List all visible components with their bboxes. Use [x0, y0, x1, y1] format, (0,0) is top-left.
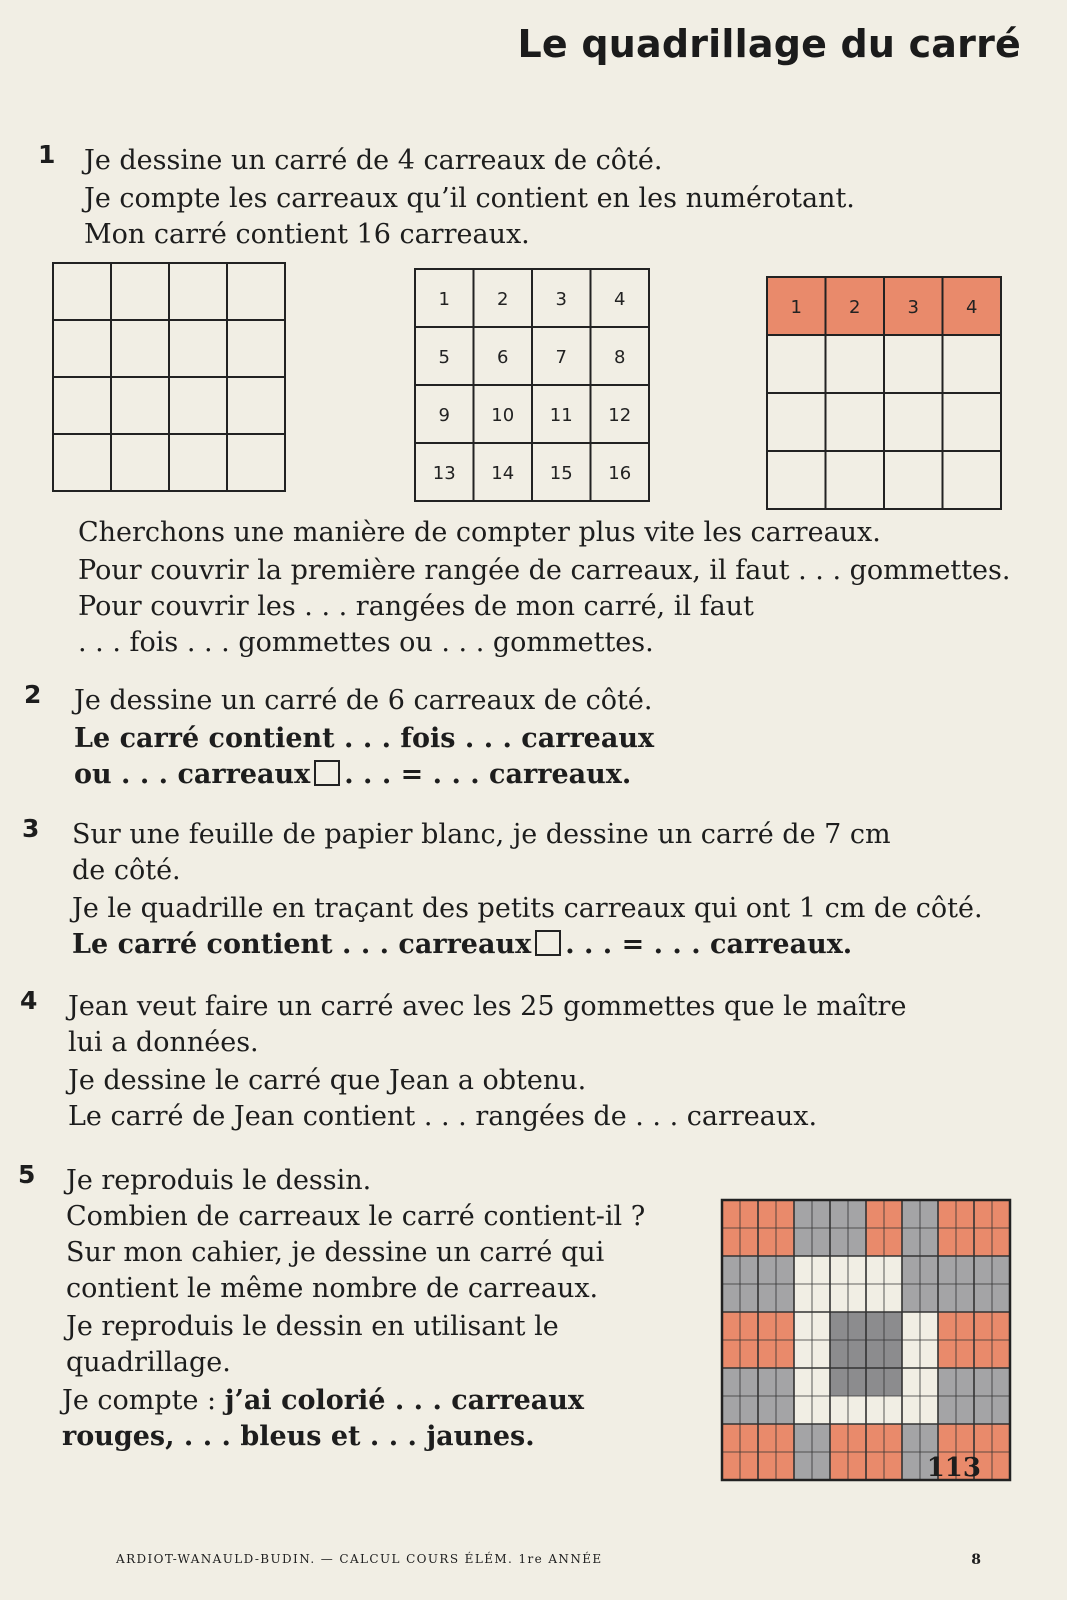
operator-box — [535, 930, 561, 956]
pattern-cell — [722, 1452, 740, 1480]
pattern-cell — [776, 1256, 794, 1284]
ex1-line-1: Je dessine un carré de 4 carreaux de côté. — [84, 145, 663, 176]
ex5-line-5: Je reproduis le dessin en utilisant le — [66, 1311, 559, 1342]
pattern-cell — [884, 1368, 902, 1396]
pattern-cell — [740, 1284, 758, 1312]
pattern-cell — [758, 1396, 776, 1424]
pattern-cell — [902, 1256, 920, 1284]
pattern-cell — [902, 1340, 920, 1368]
pattern-cell — [848, 1312, 866, 1340]
pattern-cell — [740, 1312, 758, 1340]
pattern-cell — [884, 1452, 902, 1480]
ex5-line-4: contient le même nombre de carreaux. — [66, 1273, 599, 1304]
pattern-cell — [974, 1284, 992, 1312]
cell-number: 10 — [491, 405, 515, 426]
ex3-line-4b: . . . = . . . carreaux. — [565, 929, 853, 960]
pattern-cell — [866, 1340, 884, 1368]
ex5-line-6: quadrillage. — [66, 1347, 231, 1378]
cell-number: 3 — [555, 289, 567, 310]
pattern-cell — [776, 1424, 794, 1452]
ex3-line-3: Je le quadrille en traçant des petits carreaux qui ont 1 cm de côté. — [72, 893, 983, 924]
pattern-cell — [974, 1256, 992, 1284]
pattern-cell — [974, 1228, 992, 1256]
pattern-cell — [956, 1396, 974, 1424]
pattern-cell — [938, 1312, 956, 1340]
ex3-line-4a: Le carré contient . . . carreaux — [72, 929, 532, 960]
pattern-cell — [866, 1200, 884, 1228]
pattern-cell — [794, 1340, 812, 1368]
cell-number: 8 — [614, 347, 626, 368]
pattern-cell — [830, 1256, 848, 1284]
pattern-cell — [902, 1312, 920, 1340]
pattern-cell — [902, 1284, 920, 1312]
ex5-line-7 — [62, 1384, 584, 1418]
cell-number: 13 — [432, 463, 456, 484]
pattern-cell — [884, 1200, 902, 1228]
numbered-grid — [414, 268, 652, 504]
pattern-cell — [866, 1452, 884, 1480]
pattern-cell — [776, 1368, 794, 1396]
pattern-cell — [830, 1368, 848, 1396]
pattern-cell — [740, 1228, 758, 1256]
cell-number: 11 — [549, 405, 573, 426]
pattern-cell — [794, 1396, 812, 1424]
cell-number: 4 — [614, 289, 626, 310]
pattern-cell — [812, 1256, 830, 1284]
pattern-cell — [938, 1200, 956, 1228]
cell-number: 2 — [849, 297, 861, 318]
pattern-cell — [974, 1340, 992, 1368]
pattern-cell — [794, 1424, 812, 1452]
ex4-line-3: Je dessine le carré que Jean a obtenu. — [68, 1065, 587, 1096]
pattern-cell — [866, 1256, 884, 1284]
pattern-cell — [848, 1368, 866, 1396]
cell-number: 4 — [966, 297, 978, 318]
empty-grid — [52, 262, 288, 494]
pattern-cell — [938, 1228, 956, 1256]
pattern-cell — [866, 1424, 884, 1452]
pattern-cell — [866, 1284, 884, 1312]
pattern-cell — [884, 1284, 902, 1312]
pattern-cell — [830, 1284, 848, 1312]
pattern-cell — [758, 1256, 776, 1284]
pattern-cell — [776, 1284, 794, 1312]
pattern-cell — [830, 1228, 848, 1256]
cell-number: 1 — [790, 297, 802, 318]
pattern-cell — [938, 1256, 956, 1284]
ex4-line-1: Jean veut faire un carré avec les 25 gommettes que le maître — [68, 991, 907, 1022]
pattern-cell — [848, 1228, 866, 1256]
ex5-line-3: Sur mon cahier, je dessine un carré qui — [66, 1237, 605, 1268]
pattern-cell — [794, 1284, 812, 1312]
exercise-number: 4 — [20, 986, 38, 1015]
pattern-cell — [812, 1424, 830, 1452]
pattern-cell — [956, 1256, 974, 1284]
pattern-cell — [992, 1256, 1010, 1284]
ex1-line-7: . . . fois . . . gommettes ou . . . gommettes. — [78, 627, 654, 658]
cell-number: 3 — [907, 297, 919, 318]
pattern-cell — [920, 1284, 938, 1312]
exercise-number: 1 — [38, 140, 56, 169]
pattern-cell — [722, 1424, 740, 1452]
cell-number: 16 — [608, 463, 632, 484]
pattern-cell — [920, 1200, 938, 1228]
page-number: 113 — [926, 1453, 981, 1483]
exercise-number: 3 — [22, 814, 40, 843]
pattern-cell — [920, 1340, 938, 1368]
pattern-cell — [758, 1368, 776, 1396]
pattern-cell — [722, 1340, 740, 1368]
pattern-cell — [776, 1396, 794, 1424]
pattern-cell — [902, 1368, 920, 1396]
pattern-cell — [812, 1452, 830, 1480]
pattern-cell — [902, 1452, 920, 1480]
pattern-cell — [956, 1200, 974, 1228]
pattern-cell — [992, 1452, 1010, 1480]
pattern-cell — [848, 1396, 866, 1424]
pattern-cell — [956, 1368, 974, 1396]
pattern-cell — [776, 1340, 794, 1368]
pattern-cell — [740, 1256, 758, 1284]
ex5-line-1: Je reproduis le dessin. — [66, 1165, 372, 1196]
pattern-cell — [758, 1284, 776, 1312]
pattern-cell — [938, 1284, 956, 1312]
pattern-cell — [956, 1424, 974, 1452]
pattern-cell — [740, 1452, 758, 1480]
pattern-cell — [902, 1424, 920, 1452]
pattern-cell — [830, 1340, 848, 1368]
ex1-line-5: Pour couvrir la première rangée de carreaux, il faut . . . gommettes. — [78, 555, 1011, 586]
ex2-line-3 — [74, 758, 631, 792]
pattern-cell — [830, 1312, 848, 1340]
pattern-cell — [848, 1256, 866, 1284]
pattern-cell — [758, 1228, 776, 1256]
pattern-cell — [794, 1452, 812, 1480]
ex5-line-2: Combien de carreaux le carré contient-il ? — [66, 1201, 646, 1232]
cell-number: 12 — [608, 405, 632, 426]
pattern-cell — [848, 1452, 866, 1480]
pattern-cell — [812, 1312, 830, 1340]
pattern-cell — [902, 1200, 920, 1228]
pattern-cell — [740, 1396, 758, 1424]
pattern-cell — [722, 1200, 740, 1228]
pattern-cell — [920, 1396, 938, 1424]
pattern-cell — [740, 1200, 758, 1228]
pattern-cell — [992, 1200, 1010, 1228]
pattern-cell — [992, 1284, 1010, 1312]
pattern-cell — [866, 1368, 884, 1396]
pattern-cell — [812, 1200, 830, 1228]
ex2-line-1: Je dessine un carré de 6 carreaux de côté. — [74, 685, 653, 716]
pattern-cell — [776, 1200, 794, 1228]
pattern-cell — [812, 1228, 830, 1256]
pattern-cell — [794, 1256, 812, 1284]
pattern-cell — [830, 1200, 848, 1228]
pattern-cell — [974, 1312, 992, 1340]
ex2-line-2: Le carré contient . . . fois . . . carreaux — [74, 723, 655, 754]
pattern-cell — [848, 1200, 866, 1228]
ex5-line-7b: j’ai colorié . . . carreaux — [224, 1385, 585, 1416]
pattern-cell — [758, 1452, 776, 1480]
exercise-number: 5 — [18, 1160, 36, 1189]
pattern-cell — [992, 1340, 1010, 1368]
pattern-cell — [758, 1424, 776, 1452]
pattern-cell — [992, 1312, 1010, 1340]
ex5-line-8: rouges, . . . bleus et . . . jaunes. — [62, 1421, 535, 1452]
ex4-line-4: Le carré de Jean contient . . . rangées de . . . carreaux. — [68, 1101, 818, 1132]
pattern-cell — [884, 1340, 902, 1368]
page-title: Le quadrillage du carré — [517, 22, 1021, 66]
pattern-cell — [920, 1368, 938, 1396]
pattern-cell — [830, 1424, 848, 1452]
pattern-cell — [884, 1256, 902, 1284]
pattern-cell — [848, 1424, 866, 1452]
pattern-cell — [938, 1368, 956, 1396]
sheet-number: 8 — [971, 1552, 981, 1568]
ex2-line-3a: ou . . . carreaux — [74, 759, 311, 790]
pattern-cell — [902, 1396, 920, 1424]
pattern-cell — [722, 1312, 740, 1340]
operator-box — [314, 760, 340, 786]
pattern-cell — [722, 1228, 740, 1256]
pattern-cell — [866, 1228, 884, 1256]
pattern-cell — [722, 1368, 740, 1396]
ex1-line-3: Mon carré contient 16 carreaux. — [84, 219, 530, 250]
pattern-cell — [776, 1312, 794, 1340]
pattern-cell — [974, 1368, 992, 1396]
pattern-cell — [974, 1424, 992, 1452]
pattern-cell — [848, 1284, 866, 1312]
cell-number: 2 — [497, 289, 509, 310]
pattern-cell — [956, 1228, 974, 1256]
pattern-cell — [920, 1312, 938, 1340]
cell-number: 5 — [438, 347, 450, 368]
pattern-cell — [992, 1368, 1010, 1396]
ex1-line-4: Cherchons une manière de compter plus vite les carreaux. — [78, 517, 881, 548]
pattern-cell — [884, 1396, 902, 1424]
pattern-cell — [866, 1396, 884, 1424]
cell-number: 9 — [438, 405, 450, 426]
pattern-cell — [740, 1368, 758, 1396]
pattern-cell — [992, 1424, 1010, 1452]
ex3-line-4 — [72, 928, 852, 962]
ex3-line-1: Sur une feuille de papier blanc, je dessine un carré de 7 cm — [72, 819, 891, 850]
pattern-cell — [938, 1424, 956, 1452]
pattern-cell — [974, 1200, 992, 1228]
pattern-cell — [776, 1228, 794, 1256]
cell-number: 6 — [497, 347, 509, 368]
pattern-cell — [722, 1256, 740, 1284]
pattern-cell — [812, 1368, 830, 1396]
pattern-cell — [956, 1340, 974, 1368]
ex5-line-7a: Je compte : — [62, 1385, 217, 1416]
footer-credit: ARDIOT-WANAULD-BUDIN. — CALCUL COURS ÉLÉM. 1re ANNÉE — [116, 1552, 603, 1566]
pattern-cell — [812, 1340, 830, 1368]
pattern-cell — [812, 1396, 830, 1424]
ex4-line-2: lui a données. — [68, 1027, 259, 1058]
pattern-cell — [722, 1396, 740, 1424]
pattern-cell — [992, 1228, 1010, 1256]
pattern-cell — [884, 1424, 902, 1452]
cell-number: 15 — [549, 463, 573, 484]
pattern-cell — [794, 1200, 812, 1228]
pattern-cell — [794, 1312, 812, 1340]
pattern-cell — [830, 1452, 848, 1480]
pattern-cell — [920, 1228, 938, 1256]
cell-number: 1 — [438, 289, 450, 310]
pattern-cell — [722, 1284, 740, 1312]
pattern-cell — [794, 1228, 812, 1256]
ex2-line-3b: . . . = . . . carreaux. — [344, 759, 632, 790]
pattern-cell — [758, 1200, 776, 1228]
pattern-cell — [740, 1340, 758, 1368]
pattern-cell — [974, 1396, 992, 1424]
pattern-cell — [830, 1396, 848, 1424]
pattern-cell — [938, 1340, 956, 1368]
cell-number: 14 — [491, 463, 515, 484]
pattern-cell — [740, 1424, 758, 1452]
pattern-cell — [812, 1284, 830, 1312]
pattern-cell — [902, 1228, 920, 1256]
ex1-line-2: Je compte les carreaux qu’il contient en les numérotant. — [84, 183, 855, 214]
pattern-cell — [758, 1340, 776, 1368]
ex1-line-6: Pour couvrir les . . . rangées de mon carré, il faut — [78, 591, 754, 622]
pattern-cell — [992, 1396, 1010, 1424]
pattern-cell — [758, 1312, 776, 1340]
ex3-line-2: de côté. — [72, 855, 181, 886]
pattern-cell — [776, 1452, 794, 1480]
pattern-cell — [920, 1256, 938, 1284]
pattern-cell — [956, 1312, 974, 1340]
pattern-cell — [884, 1228, 902, 1256]
pattern-cell — [848, 1340, 866, 1368]
pattern-cell — [920, 1424, 938, 1452]
pattern-cell — [884, 1312, 902, 1340]
pattern-grid — [720, 1198, 1012, 1482]
pattern-cell — [794, 1368, 812, 1396]
first-row-grid — [766, 276, 1004, 512]
cell-number: 7 — [555, 347, 567, 368]
exercise-number: 2 — [24, 680, 42, 709]
pattern-cell — [938, 1396, 956, 1424]
pattern-cell — [956, 1284, 974, 1312]
pattern-cell — [866, 1312, 884, 1340]
